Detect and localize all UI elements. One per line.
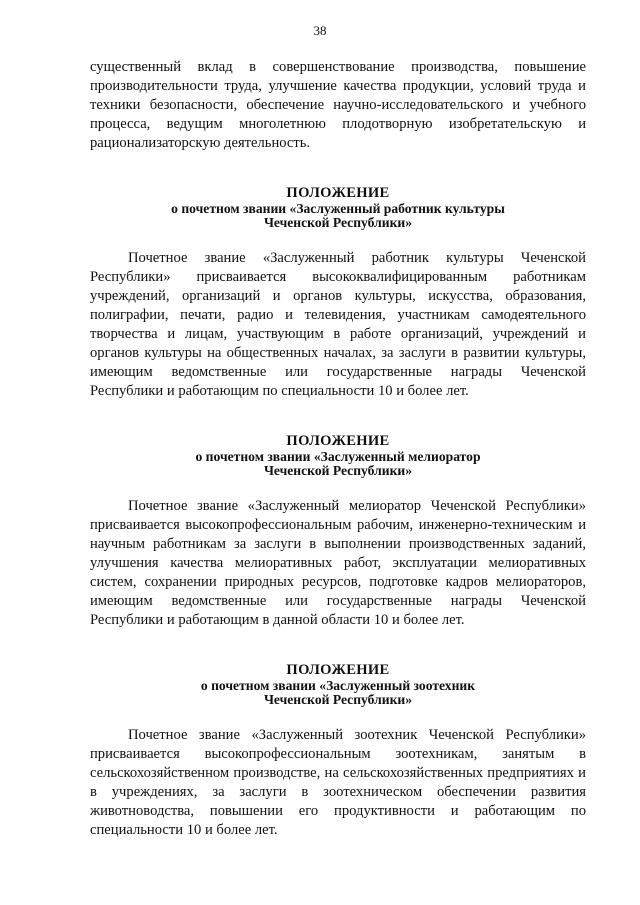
page-number: 38: [313, 23, 327, 38]
section-text-land-reclamation: Почетное звание «Заслуженный мелиоратор Чеченской Республики» присваивается высокопрофессиональным рабочим, инженерно-техническим и научным работникам за заслуги в выполнении производственных заданий, улучшения качества мелиоративных работ, эксплуатации мелиоративных систем, сохранении природных ресурсов, подготовке кадров мелиораторов, имеющим ведомственные или государственные награды Чеченской Республики и работающим в данной области 10 и более лет.: [90, 498, 586, 628]
section-subtitle-line2: Чеченской Республики»: [263, 692, 413, 707]
document-body: [90, 58, 586, 840]
section-text-culture-worker: Почетное звание «Заслуженный работник культуры Чеченской Республики» присваивается высококвалифицированным работникам учреждений, организаций и органов культуры, искусства, образования, полиграфии, печати, радио и телевидения, участникам самодеятельного творчества и лицам, участвующим в работе организаций, учреждений и органов культуры на общественных началах, за заслуги в развитии культуры, имеющим ведомственные или государственные награды Чеченской Республики и работающим по специальности 10 и более лет.: [90, 250, 586, 399]
section-heading-culture-worker: [90, 184, 586, 230]
section-heading-zootechnician: [90, 661, 586, 707]
section-title: ПОЛОЖЕНИЕ: [286, 433, 390, 449]
section-subtitle-line1: о почетном звании «Заслуженный зоотехник: [200, 678, 476, 693]
section-subtitle-line1: о почетном звании «Заслуженный работник культуры: [171, 201, 505, 216]
section-heading-land-reclamation: [90, 432, 586, 478]
section-subtitle-line2: Чеченской Республики»: [263, 215, 413, 230]
section-subtitle-line2: Чеченской Республики»: [263, 463, 413, 478]
section-title: ПОЛОЖЕНИЕ: [286, 185, 390, 201]
section-title: ПОЛОЖЕНИЕ: [286, 662, 390, 678]
intro-paragraph: существенный вклад в совершенствование производства, повышение производительности труда, улучшение качества продукции, условий труда и техники безопасности, обеспечение научно-исследовательского и учебного процесса, ведущим многолетнюю плодотворную изобретательскую и рационализаторскую деятельность.: [90, 59, 586, 151]
section-subtitle-line1: о почетном звании «Заслуженный мелиоратор: [195, 449, 481, 464]
section-text-zootechnician: Почетное звание «Заслуженный зоотехник Чеченской Республики» присваивается высокопрофессиональным зоотехникам, занятым в сельскохозяйственном производстве, на сельскохозяйственных предприятиях и в учреждениях, за заслуги в зоотехническом обеспечении развития животноводства, повышении его продуктивности и работающим по специальности 10 и более лет.: [90, 727, 586, 838]
